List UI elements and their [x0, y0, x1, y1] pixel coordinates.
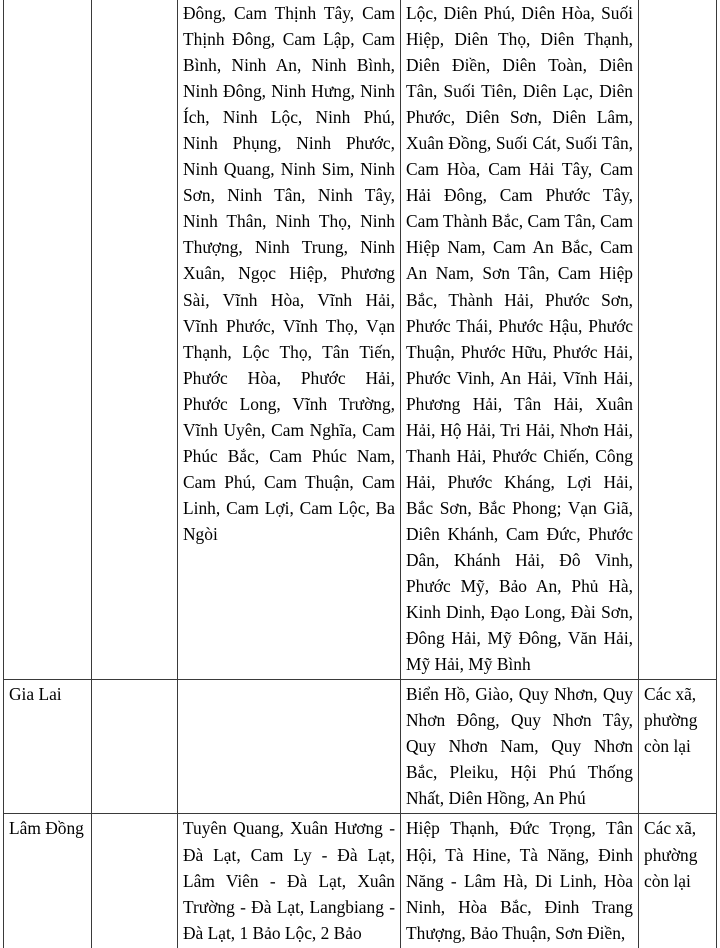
- cell-text: Tuyên Quang, Xuân Hương - Đà Lạt, Cam Ly - Đà Lạt, Lâm Viên - Đà Lạt, Xuân Trường - Đà Lạt, Langbiang - Đà Lạt, 1 Bảo Lộc, 2 Bảo: [183, 818, 395, 943]
- cell-text: Hiệp Thạnh, Đức Trọng, Tân Hội, Tà Hine, Tà Năng, Đinh Năng - Lâm Hà, Di Linh, Hòa Ninh, Hòa Bắc, Đinh Trang Thượng, Bảo Thuận, Sơn Điền,: [406, 818, 633, 943]
- table-cell-col3: [178, 680, 401, 814]
- table-cell-col3: [178, 814, 401, 948]
- cell-text: Lộc, Diên Phú, Diên Hòa, Suối Hiệp, Diên Thọ, Diên Thạnh, Diên Điền, Diên Toàn, Diên Tân, Suối Tiên, Diên Lạc, Diên Phước, Diên Sơn, Diên Lâm, Xuân Đồng, Suối Cát, Suối Tân, Cam Hòa, Cam Hải Tây, Cam Hải Đông, Cam Phước Tây, Cam Thành Bắc, Cam Tân, Cam Hiệp Nam, Cam An Bắc, Cam An Nam, Sơn Tân, Cam Hiệp Bắc, Thành Hải, Phước Sơn, Phước Thái, Phước Hậu, Phước Thuận, Phước Hữu, Phước Hải, Phước Vinh, An Hải, Vĩnh Hải, Phương Hải, Tân Hải, Xuân Hải, Hộ Hải, Tri Hải, Nhơn Hải, Thanh Hải, Phước Chiến, Công Hải, Phước Kháng, Lợi Hải, Bắc Sơn, Bắc Phong; Vạn Giã, Diên Khánh, Cam Đức, Phước Dân, Khánh Hải, Đô Vinh, Phước Mỹ, Bảo An, Phủ Hà, Kinh Dinh, Đạo Long, Đài Sơn, Đông Hải, Mỹ Đông, Văn Hải, Mỹ Hải, Mỹ Bình: [406, 3, 633, 675]
- cell-text: Biển Hồ, Giào, Quy Nhơn, Quy Nhơn Đông, Quy Nhơn Tây, Quy Nhơn Nam, Quy Nhơn Bắc, Pleiku, Hội Phú Thống Nhất, Diên Hồng, An Phú: [406, 684, 633, 809]
- table-row: [4, 814, 717, 948]
- cell-text: Gia Lai: [9, 684, 62, 705]
- table-cell-province: [4, 814, 92, 948]
- table-cell-col2: [92, 814, 178, 948]
- table-cell-col2: [92, 0, 178, 680]
- table-cell-province: [4, 0, 92, 680]
- table-cell-col2: [92, 680, 178, 814]
- cell-text: Các xã, phường còn lại: [644, 818, 698, 891]
- table-cell-remaining: [639, 0, 717, 680]
- cell-text: Lâm Đồng: [9, 818, 84, 839]
- provinces-wards-table: [3, 0, 717, 948]
- table-row: [4, 680, 717, 814]
- cell-text: Đông, Cam Thịnh Tây, Cam Thịnh Đông, Cam Lập, Cam Bình, Ninh An, Ninh Bình, Ninh Đông, Ninh Hưng, Ninh Ích, Ninh Lộc, Ninh Phú, Ninh Phụng, Ninh Phước, Ninh Quang, Ninh Sim, Ninh Sơn, Ninh Tân, Ninh Tây, Ninh Thân, Ninh Thọ, Ninh Thượng, Ninh Trung, Ninh Xuân, Ngọc Hiệp, Phương Sài, Vĩnh Hòa, Vĩnh Hải, Vĩnh Phước, Vĩnh Thọ, Vạn Thạnh, Lộc Thọ, Tân Tiến, Phước Hòa, Phước Hải, Phước Long, Vĩnh Trường, Vĩnh Uyên, Cam Nghĩa, Cam Phúc Bắc, Cam Phúc Nam, Cam Phú, Cam Thuận, Cam Linh, Cam Lợi, Cam Lộc, Ba Ngòi: [183, 3, 395, 544]
- table-cell-province: [4, 680, 92, 814]
- table-row: [4, 0, 717, 680]
- table-cell-remaining: [639, 680, 717, 814]
- table-cell-remaining: [639, 814, 717, 948]
- table-cell-col3: [178, 0, 401, 680]
- cell-text: Các xã, phường còn lại: [644, 684, 698, 757]
- table-cell-col4: [401, 0, 639, 680]
- table-cell-col4: [401, 680, 639, 814]
- table-cell-col4: [401, 814, 639, 948]
